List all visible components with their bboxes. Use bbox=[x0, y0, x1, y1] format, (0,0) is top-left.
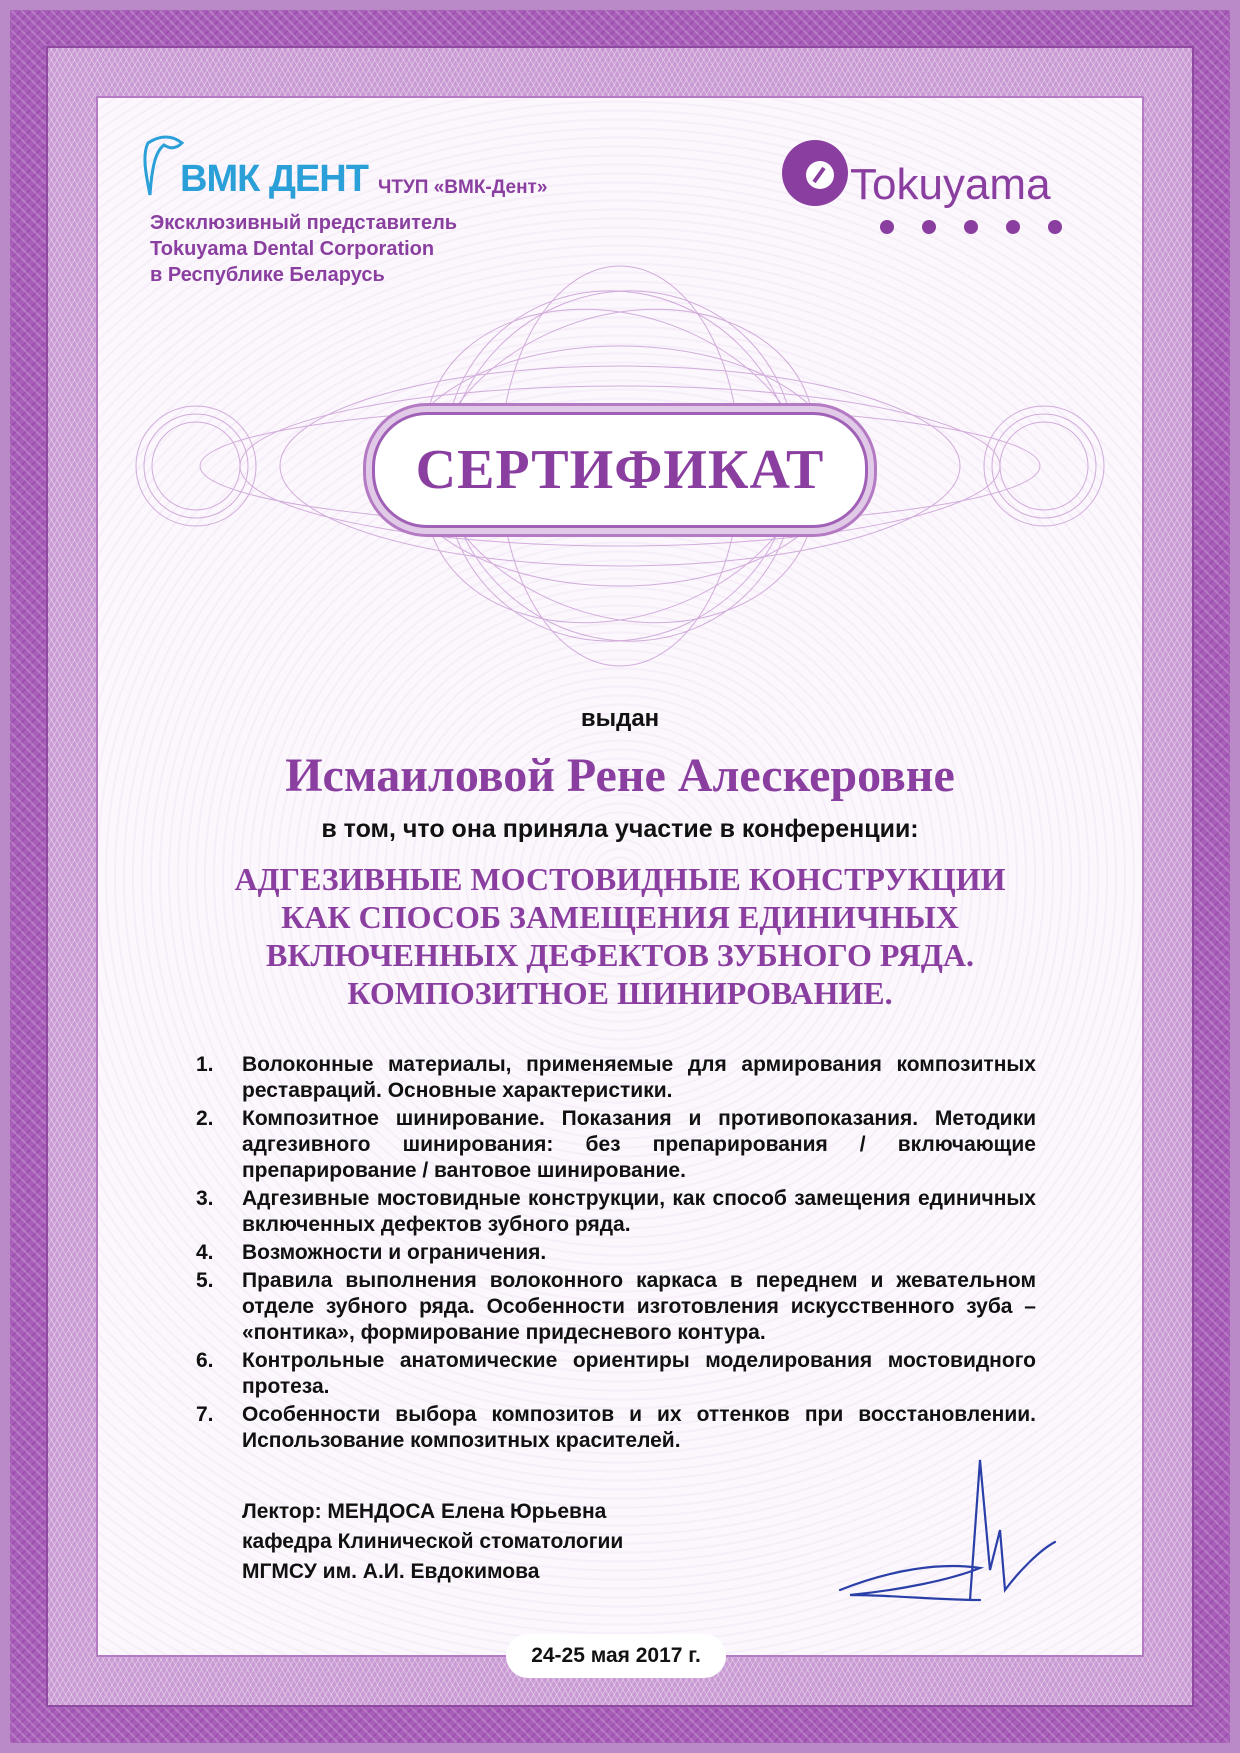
list-item bbox=[196, 1240, 1036, 1266]
topic-number: 7. bbox=[196, 1403, 214, 1426]
recipient-name: Исмаиловой Рене Алескеровне bbox=[285, 749, 955, 802]
dot-icon bbox=[880, 220, 894, 234]
representative-line: Эксклюзивный представитель bbox=[150, 212, 458, 234]
certificate-title: СЕРТИФИКАТ bbox=[415, 439, 825, 501]
title-oval bbox=[372, 412, 868, 528]
lector-line: кафедра Клинической стоматологии bbox=[242, 1530, 624, 1553]
lector-line: Лектор: МЕНДОСА Елена Юрьевна bbox=[242, 1500, 607, 1523]
topic-number: 3. bbox=[196, 1187, 214, 1210]
list-item bbox=[196, 1106, 1036, 1184]
issued-label: выдан bbox=[580, 705, 660, 732]
topic-text: Особенности выбора композитов и их оттенков при восстановлении. Использование композитных красителей. bbox=[242, 1403, 1036, 1452]
topic-text: Адгезивные мостовидные конструкции, как способ замещения единичных включенных дефектов зубного ряда. bbox=[242, 1187, 1036, 1236]
conference-title-line: КОМПОЗИТНОЕ ШИНИРОВАНИЕ. bbox=[347, 975, 893, 1011]
participation-text: в том, что она приняла участие в конференции: bbox=[321, 815, 919, 843]
representative-line: Tokuyama Dental Corporation bbox=[150, 238, 435, 260]
list-item bbox=[196, 1268, 1036, 1346]
topic-text: Контрольные анатомические ориентиры моделирования мостовидного протеза. bbox=[242, 1349, 1036, 1398]
tokuyama-dots bbox=[880, 220, 1090, 239]
vmk-dent-logo-text: ВМК ДЕНТ bbox=[180, 158, 368, 200]
conference-title-line: ВКЛЮЧЕННЫХ ДЕФЕКТОВ ЗУБНОГО РЯДА. bbox=[265, 937, 975, 973]
tokuyama-logo-icon bbox=[780, 138, 850, 208]
lector-info bbox=[242, 1497, 623, 1587]
dot-icon bbox=[964, 220, 978, 234]
company-name: ЧТУП «ВМК-Дент» bbox=[378, 177, 548, 198]
topic-text: Композитное шинирование. Показания и противопоказания. Методики адгезивного шинирования: без препарирования / включающие препарирование / вантовое шинирование. bbox=[242, 1107, 1036, 1182]
list-item bbox=[196, 1186, 1036, 1238]
list-item bbox=[196, 1052, 1036, 1104]
topic-text: Правила выполнения волоконного каркаса в переднем и жевательном отделе зубного ряда. Особенности изготовления искусственного зуба – «понтика», формирование придесневого контура. bbox=[242, 1269, 1036, 1344]
list-item bbox=[196, 1402, 1036, 1454]
dot-icon bbox=[1006, 220, 1020, 234]
topics-list bbox=[196, 1052, 1036, 1456]
topic-text: Возможности и ограничения. bbox=[242, 1241, 547, 1264]
conference-title bbox=[150, 860, 1090, 1012]
conference-title-line: АДГЕЗИВНЫЕ МОСТОВИДНЫЕ КОНСТРУКЦИИ bbox=[234, 861, 1006, 897]
topic-number: 5. bbox=[196, 1269, 214, 1292]
signature bbox=[830, 1450, 1060, 1630]
dot-icon bbox=[1048, 220, 1062, 234]
dot-icon bbox=[922, 220, 936, 234]
conference-title-line: КАК СПОСОБ ЗАМЕЩЕНИЯ ЕДИНИЧНЫХ bbox=[281, 899, 959, 935]
topic-number: 1. bbox=[196, 1053, 214, 1076]
topic-text: Волоконные материалы, применяемые для армирования композитных реставраций. Основные характеристики. bbox=[242, 1053, 1036, 1102]
date-label: 24-25 мая 2017 г. bbox=[506, 1634, 726, 1678]
topic-number: 6. bbox=[196, 1349, 214, 1372]
list-item bbox=[196, 1348, 1036, 1400]
tokuyama-logo-text: Tokuyama bbox=[850, 160, 1051, 209]
representative-line: в Республике Беларусь bbox=[150, 264, 385, 286]
topic-number: 4. bbox=[196, 1241, 214, 1264]
lector-line: МГМСУ им. А.И. Евдокимова bbox=[242, 1560, 540, 1583]
topic-number: 2. bbox=[196, 1107, 214, 1130]
representative-text bbox=[150, 210, 457, 288]
